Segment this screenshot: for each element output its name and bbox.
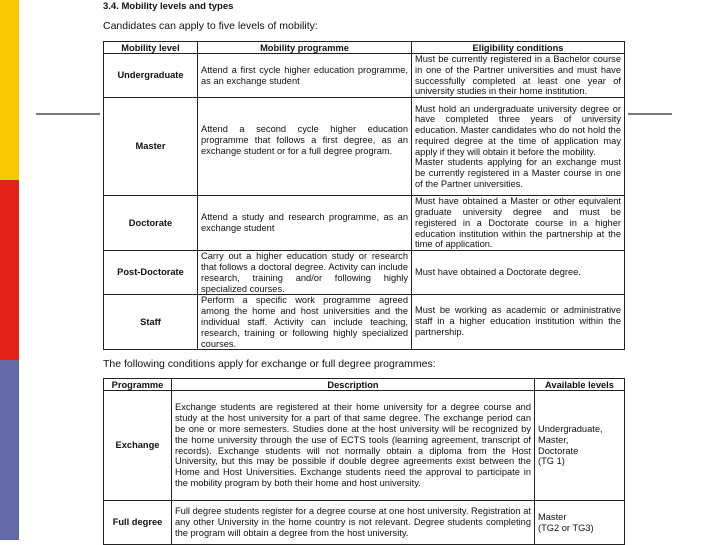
divider-left [36,113,100,115]
table-header-row [104,379,625,391]
eligibility-conditions: Must have obtained a Master or other equivalent graduate university degree and must be registered in a Doctorate course in a higher education institution within the partnership at the time of application. [412,196,625,251]
column-header: Eligibility conditions [412,42,625,54]
column-header: Mobility programme [198,42,412,54]
column-header: Description [172,379,535,391]
table-row [104,98,625,196]
mobility-level: Undergraduate [104,54,198,98]
accent-bar-red [0,180,19,360]
intro-conditions: The following conditions apply for exchange or full degree programmes: [103,358,436,370]
eligibility-conditions: Must hold an undergraduate university degree or have completed three years of university education. Master candidates who do not hold the required degree at the time of application may apply if they will obtain it before the mobility. Master students applying for an exchange must be currently registered in a Master course in one of the Partner universities. [412,98,625,196]
accent-bar-blue [0,360,19,540]
mobility-programme: Carry out a higher education study or research that follows a doctoral degree. Activity can include research, training and/or following highly specialized courses. [198,251,412,295]
table-row [104,251,625,295]
column-header: Programme [104,379,172,391]
table-row [104,501,625,545]
column-header: Available levels [535,379,625,391]
eligibility-conditions: Must be currently registered in a Bachelor course in one of the Partner universities and must have successfully completed at least one year of university studies in their home institution. [412,54,625,98]
table-row [104,295,625,350]
column-header: Mobility level [104,42,198,54]
mobility-levels-table [103,41,625,350]
table-header-row [104,42,625,54]
mobility-level: Staff [104,295,198,350]
mobility-programme: Attend a second cycle higher education programme that follows a first degree, as an exchange student or for a full degree program. [198,98,412,196]
mobility-level: Master [104,98,198,196]
table-row [104,196,625,251]
mobility-programme: Perform a specific work programme agreed among the home and host universities and the individual staff. Activity can include teaching, research, training or following highly specialized courses. [198,295,412,350]
intro-levels: Candidates can apply to five levels of mobility: [103,20,318,32]
mobility-level: Post-Doctorate [104,251,198,295]
mobility-programme: Attend a study and research programme, as an exchange student [198,196,412,251]
available-levels: Undergraduate, Master, Doctorate (TG 1) [535,391,625,501]
table-row [104,54,625,98]
accent-bar-yellow [0,0,19,180]
mobility-programme: Attend a first cycle higher education programme, as an exchange student [198,54,412,98]
programme-types-table [103,378,625,545]
available-levels: Master (TG2 or TG3) [535,501,625,545]
programme-name: Full degree [104,501,172,545]
table-row [104,391,625,501]
eligibility-conditions: Must have obtained a Doctorate degree. [412,251,625,295]
divider-right [628,113,672,115]
programme-description: Exchange students are registered at their home university for a degree course and study at the host university for a part of that same degree. The exchange period can be one or more semesters. Studies done at the host university will be recognized by the home university through the use of ECTS tools (learning agreement, transcript of records). Exchange students will not normally obtain a diploma from the Host University, but this may be possible if double degree agreements exist between the Home and Host Universities. Exchange students need the approval to participate in the mobility program by both their home and host university. [172,391,535,501]
section-heading: 3.4. Mobility levels and types [103,1,234,12]
mobility-level: Doctorate [104,196,198,251]
programme-description: Full degree students register for a degree course at one host university. Registration at any other University in the home country is not relevant. Degree students completing the program will obtain a degree from the host university. [172,501,535,545]
eligibility-conditions: Must be working as academic or administrative staff in a higher education institution within the partnership. [412,295,625,350]
programme-name: Exchange [104,391,172,501]
